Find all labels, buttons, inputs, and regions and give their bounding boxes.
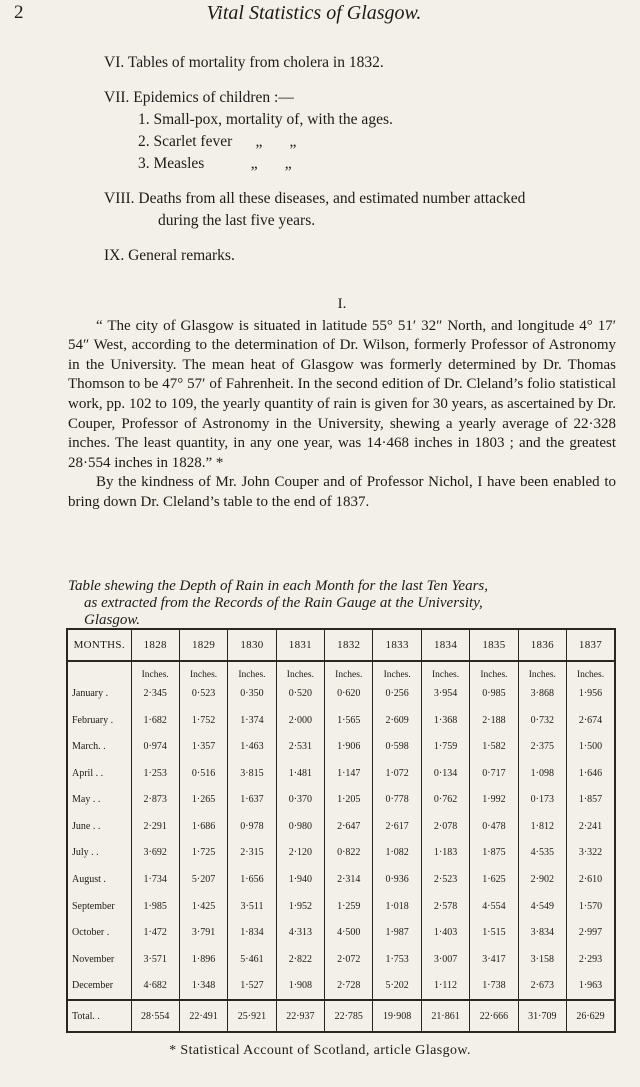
year-header: 1836 — [518, 629, 566, 661]
value-cell: 2·674 — [567, 707, 615, 734]
value-cell: 1·906 — [325, 733, 373, 760]
value-cell: 0·620 — [325, 680, 373, 707]
value-cell: 0·523 — [179, 680, 227, 707]
value-cell: 4·500 — [325, 919, 373, 946]
table-row — [67, 680, 615, 707]
caption-line-3: Glasgow. — [84, 612, 140, 628]
value-cell: 1·515 — [470, 919, 518, 946]
value-cell: 1·570 — [567, 893, 615, 920]
rainfall-table — [66, 628, 616, 1033]
value-cell: 1·018 — [373, 893, 421, 920]
value-cell: 3·815 — [228, 760, 276, 787]
year-header: 1829 — [179, 629, 227, 661]
value-cell: 4·682 — [131, 973, 179, 1001]
value-cell: 4·535 — [518, 840, 566, 867]
table-row — [67, 893, 615, 920]
month-cell: February . — [67, 707, 131, 734]
value-cell: 0·978 — [228, 813, 276, 840]
value-cell: 1·725 — [179, 840, 227, 867]
value-cell: 0·762 — [421, 787, 469, 814]
value-cell: 0·598 — [373, 733, 421, 760]
value-cell: 2·617 — [373, 813, 421, 840]
value-cell: 1·183 — [421, 840, 469, 867]
value-cell: 1·956 — [567, 680, 615, 707]
month-cell: April . . — [67, 760, 131, 787]
units-cell: Inches. — [421, 661, 469, 680]
value-cell: 1·738 — [470, 973, 518, 1001]
total-value-cell: 22·785 — [325, 1000, 373, 1032]
table-row — [67, 919, 615, 946]
outline-item-viii-continued: during the last five years. — [158, 212, 316, 229]
value-cell: 4·313 — [276, 919, 324, 946]
value-cell: 1·147 — [325, 760, 373, 787]
value-cell: 4·549 — [518, 893, 566, 920]
year-header: 1835 — [470, 629, 518, 661]
value-cell: 1·112 — [421, 973, 469, 1001]
total-row — [67, 1000, 615, 1032]
value-cell: 2·578 — [421, 893, 469, 920]
month-cell: December — [67, 973, 131, 1001]
value-cell: 2·000 — [276, 707, 324, 734]
value-cell: 2·315 — [228, 840, 276, 867]
value-cell: 1·834 — [228, 919, 276, 946]
running-title: Vital Statistics of Glasgow. — [206, 2, 422, 24]
value-cell: 1·481 — [276, 760, 324, 787]
value-cell: 3·417 — [470, 946, 518, 973]
value-cell: 1·896 — [179, 946, 227, 973]
section-i-body — [68, 295, 616, 513]
section-numeral: I. — [337, 296, 347, 312]
outline-item-viii: VIII. Deaths from all these diseases, and estimated number attacked — [104, 190, 526, 207]
value-cell: 1·646 — [567, 760, 615, 787]
value-cell: 0·936 — [373, 866, 421, 893]
paragraph-acknowledgement: By the kindness of Mr. John Couper and of Professor Nichol, I have been enabled to bring down Dr. Cleland’s table to the end of 1837. — [68, 474, 616, 510]
value-cell: 1·952 — [276, 893, 324, 920]
total-value-cell: 26·629 — [567, 1000, 615, 1032]
value-cell: 1·253 — [131, 760, 179, 787]
value-cell: 1·374 — [228, 707, 276, 734]
month-cell: August . — [67, 866, 131, 893]
value-cell: 1·582 — [470, 733, 518, 760]
month-cell: March. . — [67, 733, 131, 760]
value-cell: 5·207 — [179, 866, 227, 893]
table-row — [67, 946, 615, 973]
table-row — [67, 973, 615, 1001]
value-cell: 1·734 — [131, 866, 179, 893]
units-cell: Inches. — [470, 661, 518, 680]
value-cell: 1·348 — [179, 973, 227, 1001]
outline-item-vii: VII. Epidemics of children :— — [104, 89, 294, 106]
value-cell: 2·673 — [518, 973, 566, 1001]
month-cell: May . . — [67, 787, 131, 814]
value-cell: 1·985 — [131, 893, 179, 920]
value-cell: 0·256 — [373, 680, 421, 707]
month-cell: September — [67, 893, 131, 920]
outline-item-vi: VI. Tables of mortality from cholera in 1832. — [104, 54, 384, 71]
value-cell: 3·007 — [421, 946, 469, 973]
year-header: 1837 — [567, 629, 615, 661]
value-cell: 1·357 — [179, 733, 227, 760]
value-cell: 3·571 — [131, 946, 179, 973]
total-value-cell: 28·554 — [131, 1000, 179, 1032]
value-cell: 2·375 — [518, 733, 566, 760]
value-cell: 1·259 — [325, 893, 373, 920]
value-cell: 1·908 — [276, 973, 324, 1001]
value-cell: 0·732 — [518, 707, 566, 734]
value-cell: 1·082 — [373, 840, 421, 867]
units-cell: Inches. — [567, 661, 615, 680]
value-cell: 1·368 — [421, 707, 469, 734]
value-cell: 3·868 — [518, 680, 566, 707]
value-cell: 1·265 — [179, 787, 227, 814]
value-cell: 1·656 — [228, 866, 276, 893]
value-cell: 1·759 — [421, 733, 469, 760]
value-cell: 0·822 — [325, 840, 373, 867]
footnote: * Statistical Account of Scotland, article Glasgow. — [169, 1043, 471, 1058]
total-value-cell: 19·908 — [373, 1000, 421, 1032]
value-cell: 1·425 — [179, 893, 227, 920]
table-row — [67, 787, 615, 814]
value-cell: 2·120 — [276, 840, 324, 867]
value-cell: 1·625 — [470, 866, 518, 893]
total-value-cell: 22·937 — [276, 1000, 324, 1032]
value-cell: 5·461 — [228, 946, 276, 973]
total-value-cell: 22·666 — [470, 1000, 518, 1032]
units-cell: Inches. — [373, 661, 421, 680]
value-cell: 2·873 — [131, 787, 179, 814]
months-header: MONTHS. — [67, 629, 131, 661]
year-header: 1834 — [421, 629, 469, 661]
value-cell: 0·516 — [179, 760, 227, 787]
month-cell: June . . — [67, 813, 131, 840]
outline-subitem-measles: 3. Measles „ „ — [138, 155, 292, 172]
value-cell: 2·609 — [373, 707, 421, 734]
total-value-cell: 21·861 — [421, 1000, 469, 1032]
value-cell: 1·472 — [131, 919, 179, 946]
units-blank-cell — [67, 661, 131, 680]
value-cell: 5·202 — [373, 973, 421, 1001]
value-cell: 1·072 — [373, 760, 421, 787]
value-cell: 1·752 — [179, 707, 227, 734]
running-head — [14, 2, 614, 28]
value-cell: 2·728 — [325, 973, 373, 1001]
value-cell: 1·987 — [373, 919, 421, 946]
value-cell: 4·554 — [470, 893, 518, 920]
value-cell: 1·686 — [179, 813, 227, 840]
value-cell: 0·478 — [470, 813, 518, 840]
month-cell: January . — [67, 680, 131, 707]
caption-line-2: as extracted from the Records of the Rain Gauge at the University, — [84, 595, 483, 611]
units-cell: Inches. — [179, 661, 227, 680]
value-cell: 1·463 — [228, 733, 276, 760]
value-cell: 2·523 — [421, 866, 469, 893]
value-cell: 1·403 — [421, 919, 469, 946]
value-cell: 2·078 — [421, 813, 469, 840]
units-cell: Inches. — [228, 661, 276, 680]
total-value-cell: 31·709 — [518, 1000, 566, 1032]
table-row — [67, 813, 615, 840]
value-cell: 1·637 — [228, 787, 276, 814]
value-cell: 3·322 — [567, 840, 615, 867]
value-cell: 3·692 — [131, 840, 179, 867]
value-cell: 2·902 — [518, 866, 566, 893]
value-cell: 2·188 — [470, 707, 518, 734]
value-cell: 0·173 — [518, 787, 566, 814]
outline-subitem-scarlet-fever: 2. Scarlet fever „ „ — [138, 133, 297, 150]
year-header: 1831 — [276, 629, 324, 661]
value-cell: 1·857 — [567, 787, 615, 814]
value-cell: 3·158 — [518, 946, 566, 973]
value-cell: 1·565 — [325, 707, 373, 734]
value-cell: 3·791 — [179, 919, 227, 946]
value-cell: 1·992 — [470, 787, 518, 814]
value-cell: 0·370 — [276, 787, 324, 814]
value-cell: 0·985 — [470, 680, 518, 707]
value-cell: 0·350 — [228, 680, 276, 707]
units-row — [67, 661, 615, 680]
value-cell: 1·812 — [518, 813, 566, 840]
month-cell: July . . — [67, 840, 131, 867]
value-cell: 2·345 — [131, 680, 179, 707]
value-cell: 1·682 — [131, 707, 179, 734]
value-cell: 1·875 — [470, 840, 518, 867]
value-cell: 2·293 — [567, 946, 615, 973]
table-row — [67, 707, 615, 734]
value-cell: 2·997 — [567, 919, 615, 946]
value-cell: 0·134 — [421, 760, 469, 787]
value-cell: 2·291 — [131, 813, 179, 840]
year-header: 1833 — [373, 629, 421, 661]
value-cell: 0·520 — [276, 680, 324, 707]
units-cell: Inches. — [131, 661, 179, 680]
value-cell: 2·647 — [325, 813, 373, 840]
year-header: 1830 — [228, 629, 276, 661]
value-cell: 2·822 — [276, 946, 324, 973]
value-cell: 1·963 — [567, 973, 615, 1001]
year-header: 1832 — [325, 629, 373, 661]
units-cell: Inches. — [276, 661, 324, 680]
caption-line-1: Table shewing the Depth of Rain in each Month for the last Ten Years, — [68, 578, 489, 594]
table-row — [67, 840, 615, 867]
outline-item-ix: IX. General remarks. — [104, 247, 235, 264]
value-cell: 0·778 — [373, 787, 421, 814]
value-cell: 2·610 — [567, 866, 615, 893]
value-cell: 2·072 — [325, 946, 373, 973]
value-cell: 2·241 — [567, 813, 615, 840]
total-value-cell: 22·491 — [179, 1000, 227, 1032]
outline-subitem-small-pox: 1. Small-pox, mortality of, with the ages. — [138, 111, 393, 128]
value-cell: 3·954 — [421, 680, 469, 707]
value-cell: 1·753 — [373, 946, 421, 973]
value-cell: 1·098 — [518, 760, 566, 787]
table-caption — [68, 578, 616, 629]
value-cell: 3·834 — [518, 919, 566, 946]
table-row — [67, 866, 615, 893]
table-row — [67, 733, 615, 760]
value-cell: 1·527 — [228, 973, 276, 1001]
value-cell: 1·500 — [567, 733, 615, 760]
value-cell: 2·314 — [325, 866, 373, 893]
month-cell: November — [67, 946, 131, 973]
value-cell: 3·511 — [228, 893, 276, 920]
paragraph-location: “ The city of Glasgow is situated in latitude 55° 51′ 32″ North, and longitude 4° 17′ 54″ West, according to the determination of Dr. Wilson, formerly Professor of Astronomy in the University. The mean heat of Glasgow was formerly determined by Dr. Thomas Thomson to be 47° 57′ of Fahrenheit. In the second edition of Dr. Cleland’s folio statistical work, pp. 102 to 109, the yearly quantity of rain is given for 30 years, as ascertained by Dr. Couper, Professor of Astronomy in the University, shewing a yearly average of 22·328 inches. The least quantity, in any one year, was 14·468 inches in 1803 ; and the greatest 28·554 inches in 1828.” * — [68, 317, 616, 471]
units-cell: Inches. — [518, 661, 566, 680]
value-cell: 1·940 — [276, 866, 324, 893]
value-cell: 0·717 — [470, 760, 518, 787]
value-cell: 1·205 — [325, 787, 373, 814]
total-value-cell: 25·921 — [228, 1000, 276, 1032]
page-number: 2 — [14, 2, 24, 23]
month-cell: October . — [67, 919, 131, 946]
units-cell: Inches. — [325, 661, 373, 680]
value-cell: 2·531 — [276, 733, 324, 760]
table-row — [67, 760, 615, 787]
total-label-cell: Total. . — [67, 1000, 131, 1032]
value-cell: 0·974 — [131, 733, 179, 760]
year-header: 1828 — [131, 629, 179, 661]
value-cell: 0·980 — [276, 813, 324, 840]
table-header-row — [67, 629, 615, 661]
